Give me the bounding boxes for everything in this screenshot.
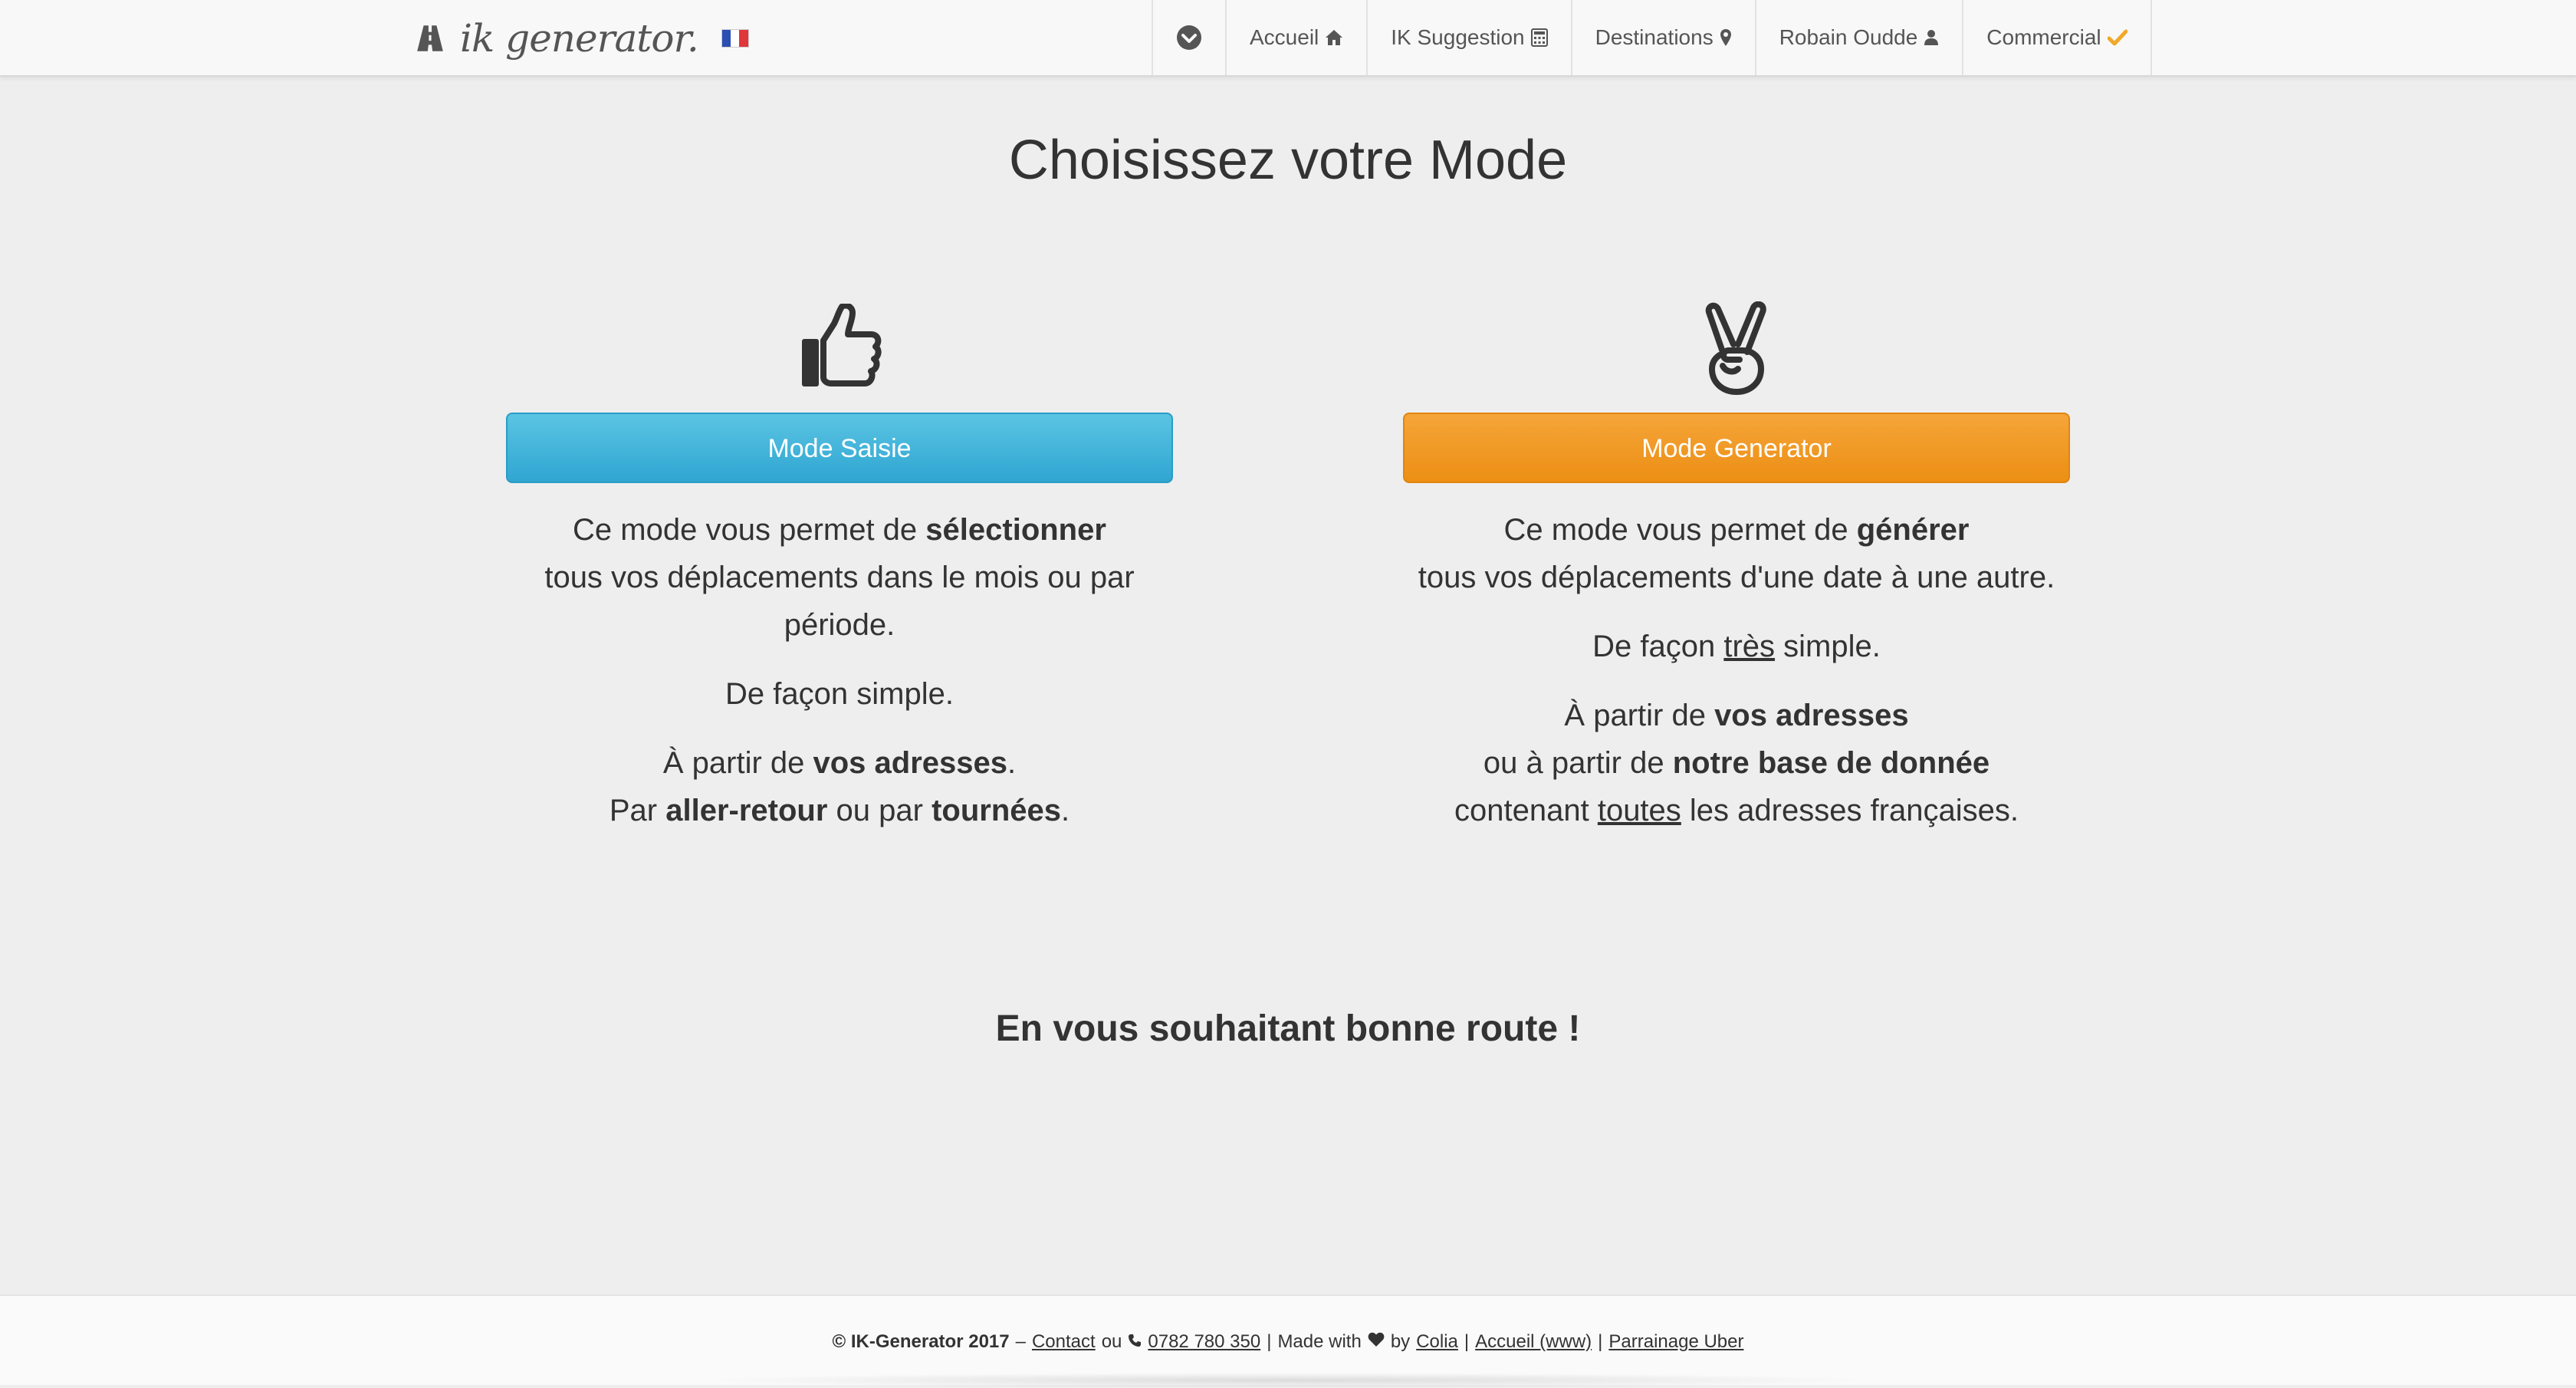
heart-icon	[1368, 1331, 1385, 1353]
nav-item-ik-suggestion[interactable]	[1366, 0, 1570, 75]
footer-ou: ou	[1101, 1331, 1122, 1352]
generator-p1-rest: tous vos déplacements d'une date à une autre.	[1418, 561, 2055, 594]
nav-dropdown-toggle[interactable]	[1152, 0, 1225, 75]
user-icon	[1924, 29, 1939, 46]
mode-generator-button[interactable]: Mode Generator	[1403, 413, 2070, 483]
footer-copyright: © IK-Generator 2017	[832, 1331, 1010, 1352]
mode-generator-description	[1403, 506, 2070, 834]
generator-p5-end: les adresses françaises.	[1681, 794, 2019, 827]
generator-p5-text: contenant	[1454, 794, 1598, 827]
generator-p3-bold: vos adresses	[1714, 699, 1909, 732]
navbar	[0, 0, 2576, 77]
nav-label-ik-suggestion: IK Suggestion	[1391, 25, 1525, 49]
footer-made-with: Made with	[1277, 1331, 1362, 1352]
generator-paragraph-2	[1403, 623, 2070, 670]
saisie-p3-text: À partir de	[662, 746, 813, 780]
nav-item-destinations[interactable]	[1571, 0, 1755, 75]
nav-label-commercial: Commercial	[1986, 25, 2101, 49]
footer-contact-link[interactable]: Contact	[1031, 1331, 1096, 1352]
nav-label-accueil: Accueil	[1250, 25, 1319, 49]
saisie-paragraph-2: De façon simple.	[725, 677, 954, 711]
saisie-paragraph-1	[506, 506, 1173, 649]
footer-line	[0, 1331, 2576, 1353]
footer-separator: |	[1267, 1331, 1272, 1352]
main-nav	[1152, 0, 2152, 75]
mode-saisie-description	[506, 506, 1173, 834]
footer-accueil-link[interactable]: Accueil (www)	[1475, 1331, 1592, 1352]
mode-saisie-button[interactable]: Mode Saisie	[506, 413, 1173, 483]
map-marker-icon	[1720, 28, 1732, 47]
saisie-p4-bold-b: tournées	[932, 794, 1061, 827]
footer-separator: |	[1464, 1331, 1470, 1352]
nav-label-user: Robain Oudde	[1779, 25, 1918, 49]
nav-label-destinations: Destinations	[1595, 25, 1714, 49]
generator-p1-text: Ce mode vous permet de	[1503, 513, 1857, 547]
chevron-circle-down-icon	[1176, 25, 1202, 51]
phone-icon	[1128, 1331, 1142, 1353]
generator-p1-bold: générer	[1856, 513, 1970, 547]
footer-separator: |	[1598, 1331, 1603, 1352]
saisie-p1-text: Ce mode vous permet de	[573, 513, 926, 547]
mode-generator-column	[1403, 299, 2070, 856]
calculator-icon	[1531, 28, 1548, 47]
brand[interactable]	[414, 17, 749, 60]
saisie-p3-end: .	[1007, 746, 1017, 780]
saisie-paragraph-3	[506, 739, 1173, 834]
generator-paragraph-1	[1403, 506, 2070, 601]
nav-item-accueil[interactable]	[1225, 0, 1366, 75]
page-title: Choisissez votre Mode	[1008, 130, 1568, 191]
footer-by: by	[1390, 1331, 1411, 1352]
saisie-p4-bold-a: aller-retour	[665, 794, 828, 827]
footer-phone-link[interactable]: 0782 780 350	[1148, 1331, 1261, 1352]
saisie-p4-end: .	[1061, 794, 1070, 827]
footer-colia-link[interactable]: Colia	[1416, 1331, 1458, 1352]
generator-paragraph-3	[1403, 692, 2070, 834]
saisie-p4-mid: ou par	[827, 794, 932, 827]
generator-p4-bold: notre base de donnée	[1672, 746, 1990, 780]
home-icon	[1325, 29, 1343, 46]
thumbs-up-icon	[506, 299, 1173, 399]
generator-p2-text: De façon	[1592, 630, 1724, 663]
generator-p3-text: À partir de	[1564, 699, 1715, 732]
generator-p2-end: simple.	[1775, 630, 1881, 663]
generator-p2-underline: très	[1723, 630, 1776, 663]
nav-item-robain-oudde[interactable]	[1755, 0, 1963, 75]
generator-p5-underline: toutes	[1597, 794, 1681, 827]
french-flag-icon[interactable]	[721, 29, 749, 48]
mode-saisie-column	[506, 299, 1173, 856]
footer-dash: –	[1015, 1331, 1026, 1352]
victory-hand-icon	[1403, 299, 2070, 399]
logo-text: ik generator.	[460, 16, 698, 61]
saisie-p1-rest: tous vos déplacements dans le mois ou par période.	[544, 561, 1135, 642]
road-icon	[414, 22, 446, 54]
check-icon	[2108, 29, 2128, 46]
closing-message: En vous souhaitant bonne route !	[995, 1008, 1581, 1049]
generator-p4-text: ou à partir de	[1483, 746, 1673, 780]
footer	[0, 1294, 2576, 1385]
footer-shadow	[690, 1373, 1886, 1388]
footer-uber-link[interactable]: Parrainage Uber	[1608, 1331, 1744, 1352]
saisie-p4-text: Par	[609, 794, 666, 827]
saisie-p3-bold: vos adresses	[813, 746, 1008, 780]
saisie-p1-bold: sélectionner	[925, 513, 1106, 547]
nav-item-commercial[interactable]	[1962, 0, 2151, 75]
